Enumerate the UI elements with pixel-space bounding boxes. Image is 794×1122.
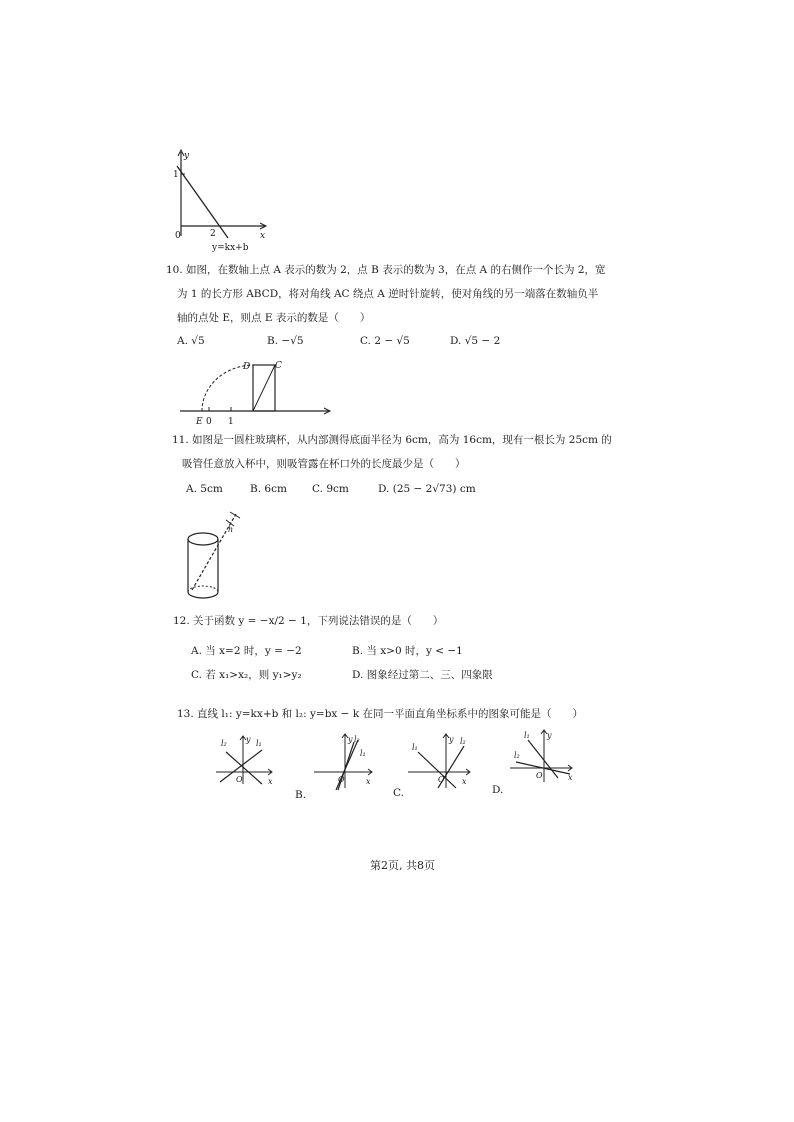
svg-text:y: y: [246, 735, 251, 744]
svg-text:y: y: [449, 735, 454, 744]
svg-text:l₁: l₁: [256, 739, 262, 748]
svg-text:x: x: [568, 773, 573, 782]
q13-stem: 13. 直线 l₁: y=kx+b 和 l₂: y=bx − k 在同一平面直角坐标系中的图象可能是（ ）: [177, 708, 584, 720]
svg-text:l₂: l₂: [514, 751, 520, 760]
svg-text:l₂: l₂: [460, 737, 466, 746]
page-footer: 第2页, 共8页: [370, 859, 435, 872]
cylinder-bottom: [188, 592, 218, 598]
svg-text:x: x: [462, 777, 467, 786]
q10-option-a[interactable]: A. √5: [177, 335, 205, 347]
line-l2: [226, 752, 262, 784]
q10-option-c[interactable]: C. 2 − √5: [360, 335, 410, 347]
svg-text:l₁: l₁: [524, 731, 530, 740]
line-l1: [528, 740, 558, 778]
svg-text:O: O: [438, 775, 445, 784]
q12-stem: 12. 关于函数 y = −x/2 − 1，下列说法错误的是（ ）: [173, 615, 444, 627]
svg-text:l₂: l₂: [354, 735, 360, 744]
x-tick-2: 2: [210, 229, 216, 239]
svg-text:l₂: l₂: [221, 739, 227, 748]
one-label: 1: [228, 417, 234, 427]
q11-option-c[interactable]: C. 9cm: [312, 483, 349, 495]
q13-graph-a[interactable]: [212, 732, 278, 790]
q11-option-b[interactable]: B. 6cm: [250, 483, 287, 495]
q13-graph-d[interactable]: [506, 726, 578, 786]
q13-letter-d: D.: [492, 784, 504, 796]
q13-graph-b[interactable]: [310, 730, 376, 792]
svg-text:O: O: [338, 775, 345, 784]
line-l1: [418, 752, 456, 788]
q10-option-b[interactable]: B. −√5: [267, 335, 304, 347]
equation-label: y=kx+b: [212, 243, 249, 253]
svg-text:x: x: [366, 777, 371, 786]
q11-line-1: 11. 如图是一圆柱玻璃杯，从内部测得底面半径为 6cm，高为 16cm，现有一根长为 25cm 的: [172, 434, 612, 446]
q11-option-d[interactable]: D. (25 − 2√73) cm: [378, 483, 476, 495]
q11-figure: [180, 506, 248, 608]
svg-text:y: y: [348, 735, 353, 744]
svg-text:O: O: [236, 775, 243, 784]
q12-option-b[interactable]: B. 当 x>0 时，y < −1: [352, 645, 463, 657]
zero-label: 0: [206, 417, 212, 427]
y-axis-label: y: [184, 151, 190, 161]
origin-label: 0: [175, 231, 181, 241]
svg-text:x: x: [268, 777, 273, 786]
q10-figure: [176, 354, 336, 430]
svg-text:l₁: l₁: [412, 743, 418, 752]
x-axis-label: x: [260, 231, 266, 241]
q12-option-c[interactable]: C. 若 x₁>x₂，则 y₁>y₂: [191, 669, 302, 681]
svg-text:y: y: [547, 731, 552, 740]
q13-graph-c[interactable]: [404, 730, 476, 792]
y-tick-1: 1: [173, 170, 179, 180]
q13-letter-c: C.: [393, 787, 404, 799]
point-d-label: D: [243, 362, 251, 372]
q10-option-d[interactable]: D. √5 − 2: [450, 335, 501, 347]
q12-option-a[interactable]: A. 当 x=2 时，y = −2: [191, 645, 302, 657]
line-y-kx-b: [177, 166, 228, 238]
q11-option-a[interactable]: A. 5cm: [186, 483, 223, 495]
q10-line-3: 轴的点处 E，则点 E 表示的数是（ ）: [177, 312, 371, 324]
cylinder-top: [188, 533, 218, 545]
q12-option-d[interactable]: D. 图象经过第二、三、四象限: [352, 669, 493, 681]
q11-line-2: 吸管任意放入杯中，则吸管露在杯口外的长度最少是（ ）: [182, 458, 466, 470]
q10-line-1: 10. 如图，在数轴上点 A 表示的数为 2，点 B 表示的数为 3，在点 A 的右侧作一个长为 2，宽: [166, 264, 606, 276]
svg-text:l₁: l₁: [360, 749, 366, 758]
q10-line-2: 为 1 的长方形 ABCD，将对角线 AC 绕点 A 逆时针旋转，使对角线的另一端落在数轴负半: [177, 288, 599, 300]
diagonal-ac: [253, 365, 275, 411]
point-c-label: C: [275, 361, 282, 371]
h-label: h: [228, 525, 234, 534]
q9-figure: [168, 146, 278, 254]
point-e-label: E: [196, 417, 203, 427]
svg-text:O: O: [536, 771, 543, 780]
q13-letter-b: B.: [295, 789, 307, 801]
